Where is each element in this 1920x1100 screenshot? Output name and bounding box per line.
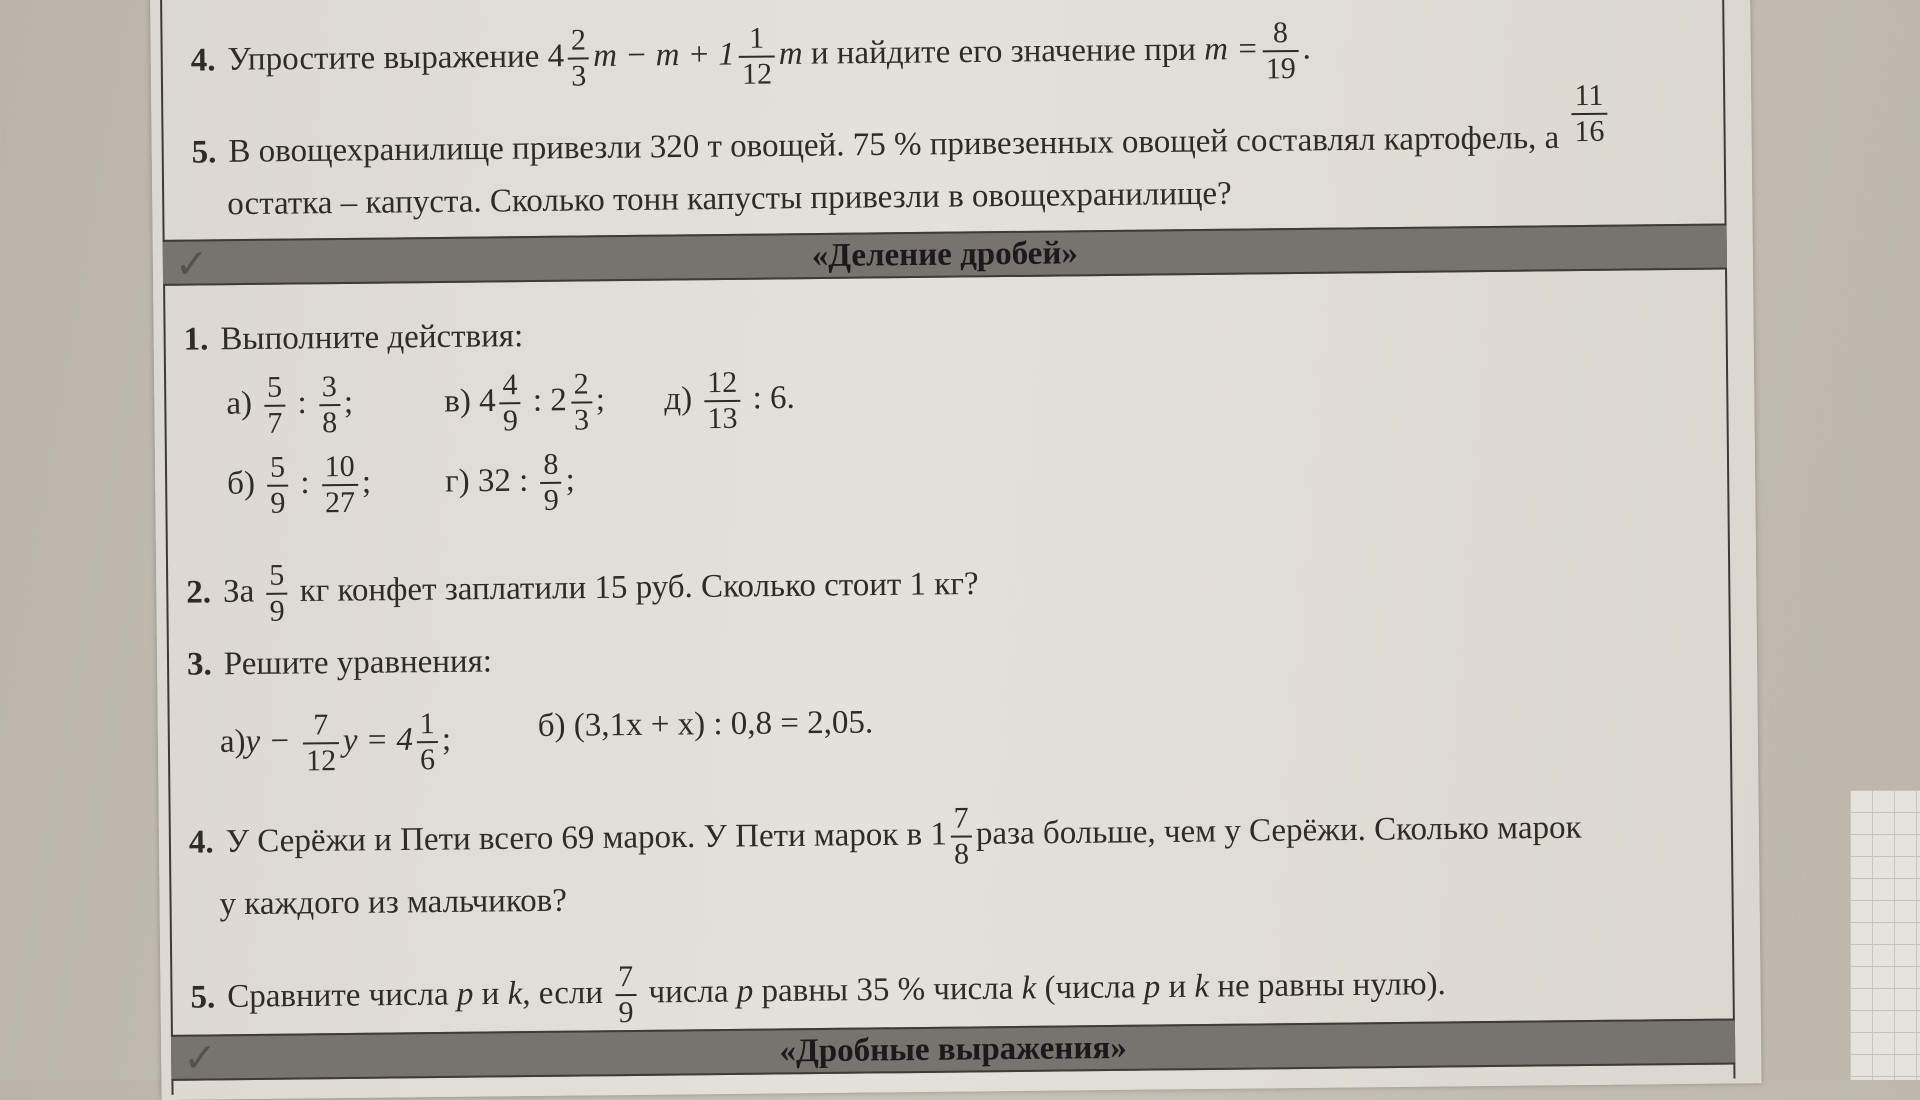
graph-paper-corner — [1850, 790, 1920, 1080]
q5: 5. Сравните числа p и k, если $\frac{7}{9}$ числа p равны 35 % числа k (числа p и k не равны нулю). — [190, 959, 1446, 1030]
q1-item-a: а) $\frac{5}{7}$ : $\frac{3}{8}$ ; — [226, 370, 354, 440]
top-problem-4: 4. Упростите выражение 4 $\frac{2}{3}$ m − m + 1 $\frac{1}{12}$ m и найдите его значение при m = $\frac{8}{19}$ . — [190, 16, 1311, 93]
q1-item-b: б) $\frac{5}{9}$ : $\frac{10}{27}$ ; — [226, 449, 372, 520]
q3-item-a: а)y − $\frac{7}{12}$ y = 4 $\frac{1}{6}$ ; — [219, 707, 452, 778]
fraction: $\frac{1}{12}$ — [738, 21, 775, 91]
section-header-fraction-expressions: «Дробные выражения» — [171, 1018, 1735, 1080]
top-problem-5-cont: остатка – капуста. Сколько тонн капусты привезли в овощехранилище? — [227, 175, 1232, 223]
q1-heading: 1. Выполните действия: — [183, 318, 524, 358]
fraction: $\frac{2}{3}$ — [568, 23, 590, 93]
q3-item-b: б) (3,1x + x) : 0,8 = 2,05. — [537, 704, 874, 744]
q4: 4. У Серёжи и Пети всего 69 марок. У Пети марок в 1 $\frac{7}{8}$ раза больше, чем у Серёжи. Сколько марок — [188, 801, 1582, 871]
q3-heading: 3. Решите уравнения: — [186, 643, 493, 683]
fraction: $\frac{11}{16}$ — [1571, 79, 1608, 149]
q2: 2. За $\frac{5}{9}$ кг конфет заплатили 15 руб. Сколько стоит 1 кг? — [186, 558, 979, 628]
check-mark-icon: ✓ — [174, 241, 209, 288]
fraction: $\frac{8}{19}$ — [1262, 16, 1299, 86]
q1-item-d: д) $\frac{12}{13}$ : 6. — [664, 365, 795, 436]
q4-cont: у каждого из мальчиков? — [219, 882, 568, 923]
q1-item-g: г) 32 : $\frac{8}{9}$ ; — [444, 447, 575, 517]
q1-item-v: в) 4 $\frac{4}{9}$ : 2 $\frac{2}{3}$ ; — [444, 367, 606, 438]
check-mark-icon: ✓ — [182, 1035, 217, 1082]
worksheet-page — [150, 0, 1762, 1100]
section-header-division: «Деление дробей» — [163, 224, 1727, 286]
top-problem-5: 5. В овощехранилище привезли 320 т овощей. 75 % привезенных овощей составлял картофель, а $\frac{11}{16}$ — [191, 105, 1611, 190]
